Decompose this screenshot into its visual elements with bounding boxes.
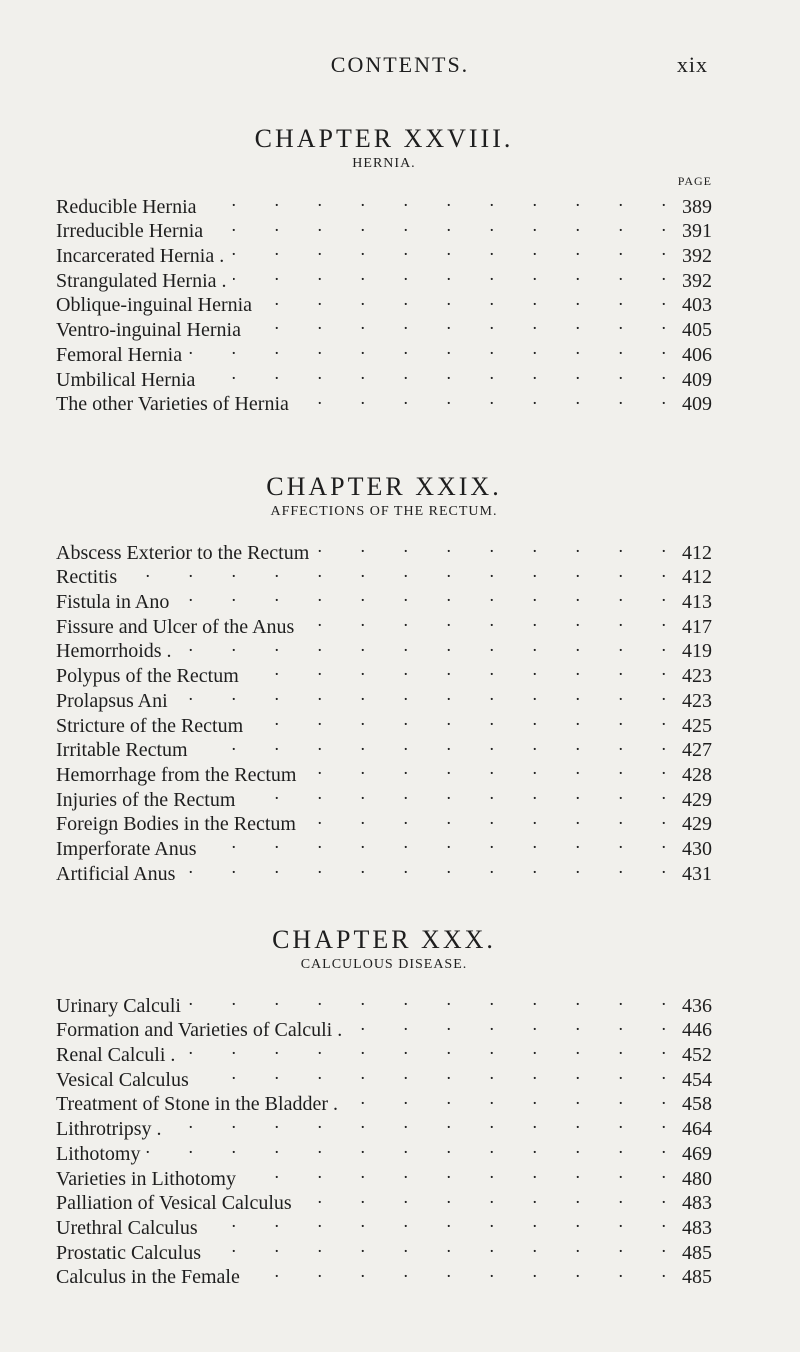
toc-entry-page-number: 412 <box>682 541 712 564</box>
toc-entry-page-number: 430 <box>682 837 712 860</box>
toc-entry-page-number: 425 <box>682 714 712 737</box>
toc-entries <box>56 188 712 416</box>
toc-entry-label: Ventro-inguinal Hernia <box>56 319 241 342</box>
dot-leader <box>209 213 666 238</box>
toc-entry-label: Calculus in the Female <box>56 1266 240 1289</box>
toc-entry-page-number: 452 <box>682 1044 712 1067</box>
chapter-title: CHAPTER XXX. <box>272 925 496 954</box>
toc-entry-page-number: 485 <box>682 1241 712 1264</box>
toc-entry-page-number: 419 <box>682 640 712 663</box>
toc-entry-label: Fissure and Ulcer of the Anus <box>56 615 295 638</box>
dot-leader <box>123 559 666 584</box>
dot-leader <box>348 1012 666 1037</box>
toc-entry-label: Polypus of the Rectum <box>56 665 239 688</box>
toc-entry-label: Prostatic Calculus <box>56 1241 201 1264</box>
dot-leader <box>204 1209 666 1234</box>
dot-leader <box>178 633 666 658</box>
dot-leader <box>188 336 666 361</box>
dot-leader <box>181 855 666 880</box>
chapter-30 <box>56 925 712 1289</box>
toc-entry-page-number: 409 <box>682 393 712 416</box>
dot-leader <box>242 1160 666 1185</box>
toc-entry-label: Renal Calculi . <box>56 1044 176 1067</box>
dot-leader <box>181 1036 666 1061</box>
toc-entry-page-number: 392 <box>682 269 712 292</box>
dot-leader <box>195 1061 666 1086</box>
dot-leader <box>203 188 667 213</box>
toc-entry-page-number: 403 <box>682 294 712 317</box>
toc-entry-label: Reducible Hernia <box>56 195 197 218</box>
toc-entry-label: Treatment of Stone in the Bladder . <box>56 1093 338 1116</box>
chapter-title: CHAPTER XXVIII. <box>254 124 514 153</box>
toc-entry-page-number: 417 <box>682 615 712 638</box>
toc-entry-label: Stricture of the Rectum <box>56 714 244 737</box>
toc-entries <box>56 534 712 885</box>
toc-entry-page-number: 423 <box>682 665 712 688</box>
toc-entry-label: The other Varieties of Hernia <box>56 393 289 416</box>
dot-leader <box>258 287 666 312</box>
chapter-title: CHAPTER XXIX. <box>266 472 502 501</box>
dot-leader <box>247 311 666 336</box>
running-head-title: CONTENTS. <box>330 52 470 77</box>
dot-leader <box>245 657 666 682</box>
dot-leader <box>175 583 666 608</box>
toc-entry-label: Femoral Hernia <box>56 343 183 366</box>
toc-entry-label: Urinary Calculi <box>56 994 181 1017</box>
running-head-page-number: xix <box>676 52 708 77</box>
toc-entry-label: Hemorrhage from the Rectum <box>56 763 297 786</box>
dot-leader <box>249 707 666 732</box>
chapter-29 <box>56 472 712 885</box>
dot-leader <box>168 1110 666 1135</box>
toc-entry-label: Fistula in Ano <box>56 591 170 614</box>
toc-entry <box>56 1135 712 1165</box>
toc-entry-page-number: 392 <box>682 245 712 268</box>
toc-entry-page-number: 469 <box>682 1142 712 1165</box>
toc-entry-label: Palliation of Vesical Calculus <box>56 1192 292 1215</box>
dot-leader <box>315 534 666 559</box>
toc-entry-page-number: 413 <box>682 591 712 614</box>
toc-entry-page-number: 389 <box>682 195 712 218</box>
toc-entry-page-number: 458 <box>682 1093 712 1116</box>
toc-entry-page-number: 405 <box>682 319 712 342</box>
running-head <box>0 52 800 82</box>
dot-leader <box>230 237 666 262</box>
toc-entry-label: Vesical Calculus <box>56 1068 189 1091</box>
toc-entry-label: Imperforate Anus <box>56 837 197 860</box>
toc-entry-label: Incarcerated Hernia . <box>56 245 225 268</box>
toc-entry-label: Injuries of the Rectum <box>56 788 236 811</box>
toc-entry-page-number: 464 <box>682 1118 712 1141</box>
toc-entry-page-number: 391 <box>682 220 712 243</box>
toc-entry-page-number: 431 <box>682 862 712 885</box>
toc-entries <box>56 987 712 1289</box>
toc-entry-label: Urethral Calculus <box>56 1216 198 1239</box>
dot-leader <box>302 806 666 831</box>
dot-leader <box>201 361 666 386</box>
toc-entry-page-number: 485 <box>682 1266 712 1289</box>
chapter-subtitle: HERNIA. <box>352 156 416 171</box>
toc-entry-label: Foreign Bodies in the Rectum <box>56 813 296 836</box>
page-column-heading: PAGE <box>677 174 712 188</box>
chapter-28 <box>56 124 712 416</box>
toc-entry-label: Umbilical Hernia <box>56 368 196 391</box>
dot-leader <box>207 1234 666 1259</box>
toc-entry-page-number: 429 <box>682 788 712 811</box>
toc-entry-page-number: 427 <box>682 739 712 762</box>
toc-entry-page-number: 436 <box>682 994 712 1017</box>
toc-entry-label: Varieties in Lithotomy <box>56 1167 236 1190</box>
dot-leader <box>295 386 666 411</box>
dot-leader <box>300 608 666 633</box>
toc-entry-page-number: 412 <box>682 566 712 589</box>
dot-leader <box>241 781 666 806</box>
toc-entry-label: Irritable Rectum <box>56 739 188 762</box>
dot-leader <box>302 756 666 781</box>
toc-entry-label: Strangulated Hernia . <box>56 269 227 292</box>
dot-leader <box>187 987 666 1012</box>
dot-leader <box>146 1135 666 1160</box>
dot-leader <box>344 1086 666 1111</box>
toc-entry-label: Formation and Varieties of Calculi . <box>56 1019 343 1042</box>
dot-leader <box>174 682 666 707</box>
dot-leader <box>233 262 667 287</box>
chapter-subtitle: CALCULOUS DISEASE. <box>300 957 468 972</box>
toc-entry-label: Hemorrhoids . <box>56 640 172 663</box>
toc-entry-page-number: 428 <box>682 763 712 786</box>
toc-entry <box>56 1160 712 1190</box>
toc-entry-label: Irreducible Hernia <box>56 220 204 243</box>
dot-leader <box>298 1185 666 1210</box>
toc-entry-label: Rectitis <box>56 566 118 589</box>
toc-entry-page-number: 429 <box>682 813 712 836</box>
chapter-subtitle: AFFECTIONS OF THE RECTUM. <box>270 504 498 519</box>
toc-entry <box>56 534 712 564</box>
toc-entry <box>56 188 712 218</box>
toc-entry-page-number: 483 <box>682 1192 712 1215</box>
dot-leader <box>246 1259 666 1284</box>
toc-entry <box>56 583 712 614</box>
toc-entry-page-number: 423 <box>682 689 712 712</box>
toc-entry-page-number: 446 <box>682 1019 712 1042</box>
toc-entry-page-number: 454 <box>682 1068 712 1091</box>
toc-entry-label: Lithotomy <box>56 1142 141 1165</box>
toc-entry-label: Prolapsus Ani <box>56 689 168 712</box>
toc-entry-label: Artificial Anus <box>56 862 176 885</box>
dot-leader <box>203 830 666 855</box>
toc-entry-page-number: 409 <box>682 368 712 391</box>
toc-entry <box>56 559 712 589</box>
toc-entry-label: Abscess Exterior to the Rectum <box>56 541 310 564</box>
toc-entry-page-number: 406 <box>682 343 712 366</box>
toc-entry-label: Oblique-inguinal Hernia <box>56 294 253 317</box>
toc-entry-label: Lithrotripsy . <box>56 1118 162 1141</box>
toc-entry <box>56 987 712 1017</box>
toc-entry-page-number: 483 <box>682 1216 712 1239</box>
toc-entry-page-number: 480 <box>682 1167 712 1190</box>
dot-leader <box>194 732 666 757</box>
